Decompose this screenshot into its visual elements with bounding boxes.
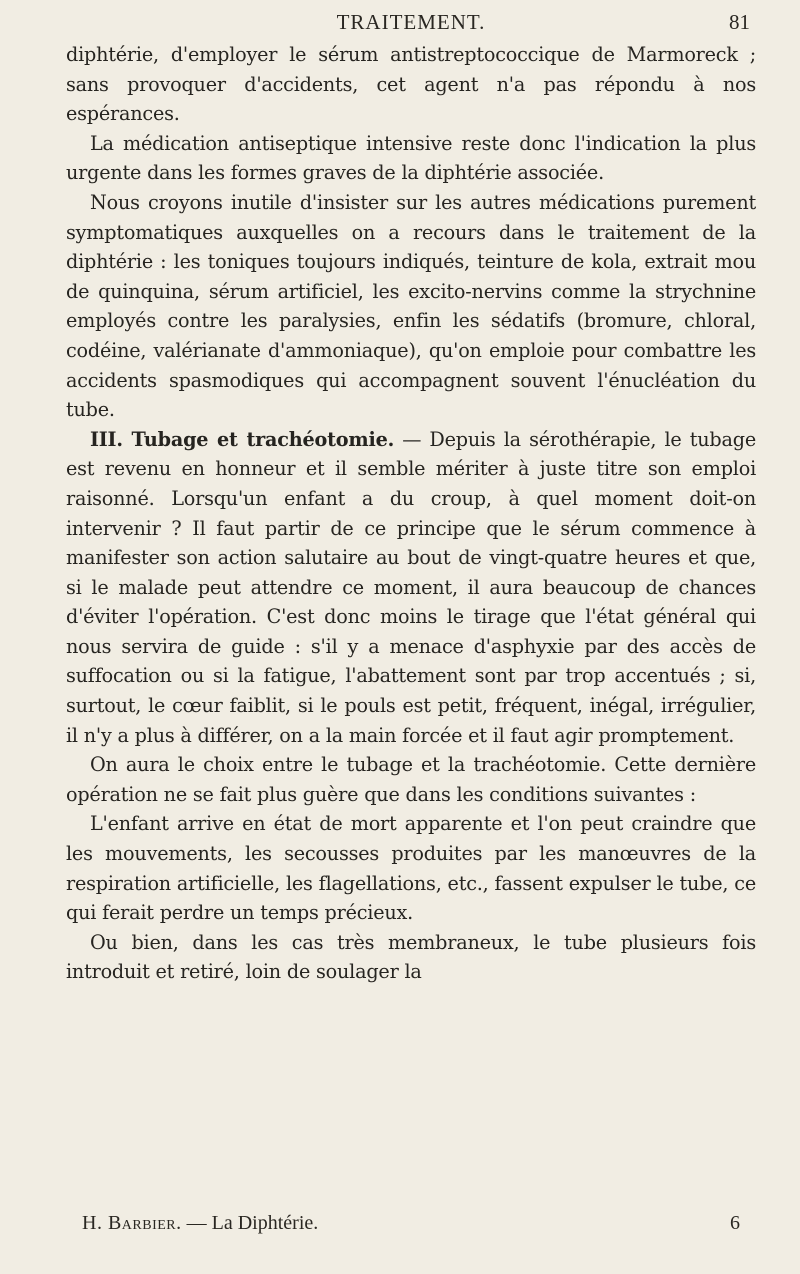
page-number: 81 (729, 10, 750, 34)
body-text (66, 40, 756, 987)
paragraph-text: — Depuis la sérothérapie, le tubage est revenu en honneur et il semble mériter à juste titre son emploi raisonné. Lorsqu'un enfant a du croup, à quel moment doit-on intervenir ? Il faut partir de ce principe que le sérum commence à manifester son action salutaire au bout de vingt-quatre heures et que, si le malade peut attendre ce moment, il aura beaucoup de chances d'éviter l'opération. C'est donc moins le tirage que l'état général qui nous servira de guide : s'il y a menace d'asphyxie par des accès de suffocation ou si la fatigue, l'abattement sont par trop accentués ; si, surtout, le cœur faiblit, si le pouls est petit, fréquent, inégal, irrégulier, il n'y a plus à différer, on a la main forcée et il faut agir promptement. (66, 427, 756, 747)
footer-author: H. Barbier. (82, 1212, 182, 1234)
section-heading: III. Tubage et trachéotomie. (90, 427, 395, 451)
paragraph-text: L'enfant arrive en état de mort apparente et l'on peut craindre que les mouvements, les secousses produites par les manœuvres de la respiration artificielle, les flagellations, etc., fassent expulser le tube, ce qui ferait perdre un temps précieux. (66, 812, 756, 925)
paragraph-symptomatic (66, 188, 756, 425)
paragraph-continuation (66, 40, 756, 129)
paragraph-apparent-death (66, 809, 756, 927)
running-title: TRAITEMENT. (336, 10, 486, 34)
paragraph-text: Ou bien, dans les cas très membraneux, le tube plusieurs fois introduit et retiré, loin de soulager la (66, 930, 756, 984)
running-head (66, 6, 756, 40)
paragraph-text: diphtérie, d'employer le sérum antistreptococcique de Marmoreck ; sans provoquer d'accidents, cet agent n'a pas répondu à nos espérances. (66, 43, 756, 126)
paragraph-text: La médication antiseptique intensive reste donc l'indication la plus urgente dans les formes graves de la diphtérie associée. (66, 131, 756, 185)
paragraph-choice (66, 750, 756, 809)
footer-separator: — (181, 1212, 212, 1234)
footer-title: La Diphtérie. (211, 1212, 319, 1234)
paragraph-membranous (66, 928, 756, 987)
paragraph-text: Nous croyons inutile d'insister sur les autres médications purement symptomatiques auxquelles on a recours dans le traitement de la diphtérie : les toniques toujours indiqués, teinture de kola, extrait mou de quinquina, sérum artificiel, les excito-nervins comme la strychnine employés contre les paralysies, enfin les sédatifs (bromure, chloral, codéine, valérianate d'ammoniaque), qu'on emploie pour combattre les accidents spasmodiques qui accompagnent souvent l'énucléation du tube. (66, 190, 756, 422)
page-footer (82, 1212, 740, 1235)
paragraph-text: On aura le choix entre le tubage et la trachéotomie. Cette dernière opération ne se fait plus guère que dans les conditions suivantes : (66, 753, 756, 806)
paragraph-antiseptic (66, 129, 756, 188)
paragraph-tubage (66, 425, 756, 751)
signature-mark: 6 (730, 1212, 740, 1234)
